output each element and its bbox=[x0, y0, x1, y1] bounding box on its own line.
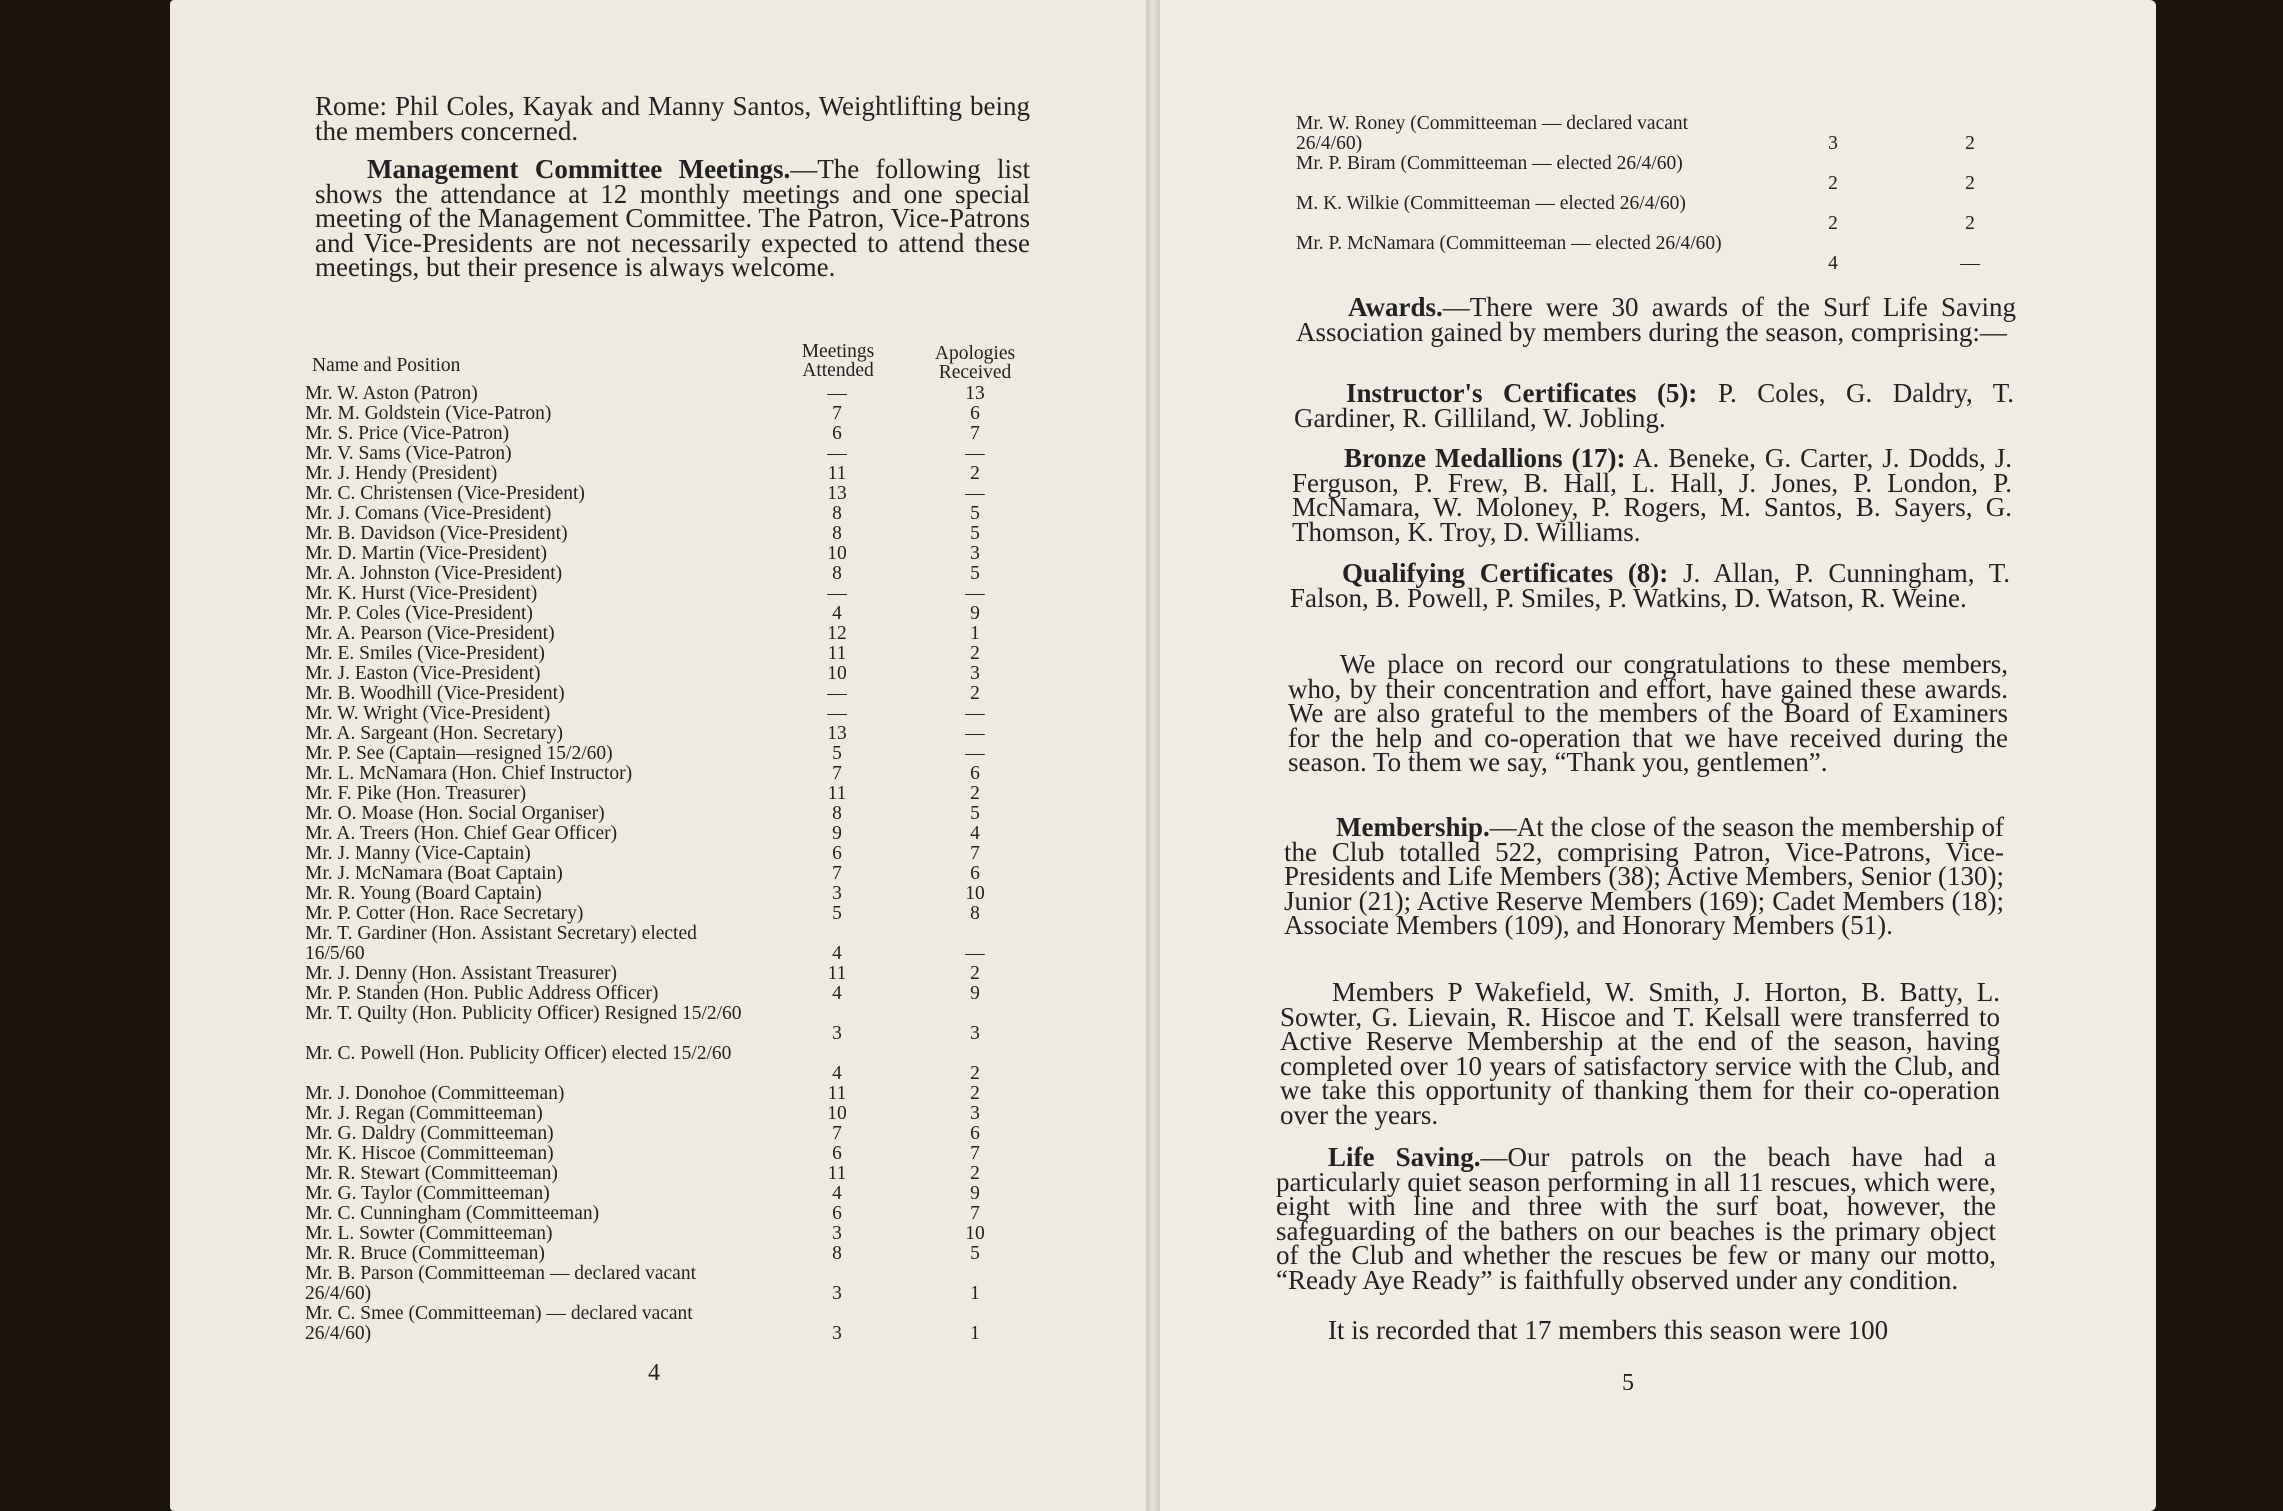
table-row-name: Mr. C. Cunningham (Committeeman) bbox=[305, 1203, 600, 1224]
apologies-received-cell: 5 bbox=[970, 503, 980, 524]
apologies-received-cell: 2 bbox=[1965, 133, 1975, 154]
apologies-received-cell: 4 bbox=[970, 823, 980, 844]
meetings-attended-cell: 8 bbox=[832, 803, 842, 824]
meetings-attended-cell: — bbox=[827, 383, 847, 404]
apologies-received-cell: 2 bbox=[970, 963, 980, 984]
apologies-received-cell: 9 bbox=[970, 983, 980, 1004]
table-row-name: Mr. A. Johnston (Vice-President) bbox=[305, 563, 563, 584]
meetings-attended-cell: 3 bbox=[832, 1323, 842, 1344]
meetings-attended-cell: 6 bbox=[832, 1203, 842, 1224]
col-header-name: Name and Position bbox=[312, 355, 461, 376]
transfer-paragraph: Members P Wakefield, W. Smith, J. Horton, B. Batty, L. Sowter, G. Lievain, R. Hiscoe and T. Kelsall were transferred to Active Reserve Membership at the end of the season, having completed over 10 years of satisfactory service with the Club, and we take this opportunity of thanking them for their co-operation over the years. bbox=[1280, 977, 2000, 1130]
instructor-heading: Instructor's Certificates (5): bbox=[1346, 378, 1698, 408]
meetings-attended-cell: 11 bbox=[827, 1083, 847, 1104]
table-row-name: Mr. S. Price (Vice-Patron) bbox=[305, 423, 510, 444]
meetings-attended-cell: 4 bbox=[832, 943, 842, 964]
apologies-received-cell: 7 bbox=[970, 843, 980, 864]
apologies-received-cell: 3 bbox=[970, 543, 980, 564]
life-saving-heading: Life Saving. bbox=[1328, 1142, 1481, 1172]
table-row-name: Mr. E. Smiles (Vice-President) bbox=[305, 643, 545, 664]
apologies-received-cell: 5 bbox=[970, 1243, 980, 1264]
instructor-text: P. Coles, G. Daldry, T. Gardiner, R. Gilliland, W. Jobling. bbox=[1294, 378, 2014, 433]
instructor-paragraph bbox=[1294, 378, 2014, 433]
apologies-received-cell: 2 bbox=[1965, 213, 1975, 234]
apologies-received-cell: — bbox=[965, 703, 985, 724]
table-row-name: Mr. F. Pike (Hon. Treasurer) bbox=[305, 783, 527, 804]
table-row-name: Mr. T. Quilty (Hon. Publicity Officer) Resigned 15/2/60 bbox=[305, 1003, 742, 1024]
meetings-attended-cell: 5 bbox=[832, 903, 842, 924]
meetings-attended-cell: 7 bbox=[832, 763, 842, 784]
meetings-attended-cell: 4 bbox=[1828, 253, 1838, 274]
meetings-attended-cell: — bbox=[827, 703, 847, 724]
col-header-meetings: Meetings Attended bbox=[801, 341, 875, 381]
table-row-name: Mr. J. Hendy (President) bbox=[305, 463, 498, 484]
awards-text: —There were 30 awards of the Surf Life Saving Association gained by members during the season, comprising:— bbox=[1296, 292, 2016, 347]
table-row-name: Mr. C. Powell (Hon. Publicity Officer) elected 15/2/60 bbox=[305, 1043, 732, 1064]
qualifying-heading: Qualifying Certificates (8): bbox=[1342, 558, 1669, 588]
meetings-attended-cell: 7 bbox=[832, 1123, 842, 1144]
table-row-name: Mr. G. Daldry (Committeeman) bbox=[305, 1123, 554, 1144]
apologies-received-cell: 6 bbox=[970, 403, 980, 424]
table-row-name: Mr. P. Biram (Committeeman — elected 26/4/60) bbox=[1296, 153, 1683, 174]
meetings-attended-cell: 3 bbox=[832, 883, 842, 904]
apologies-received-cell: 2 bbox=[970, 1163, 980, 1184]
meetings-attended-cell: 7 bbox=[832, 403, 842, 424]
meetings-attended-cell: 7 bbox=[832, 863, 842, 884]
meetings-attended-cell: — bbox=[827, 683, 847, 704]
meetings-attended-cell: 6 bbox=[832, 1143, 842, 1164]
meetings-attended-cell: 11 bbox=[827, 783, 847, 804]
apologies-received-cell: 1 bbox=[970, 1323, 980, 1344]
table-row-name: Mr. R. Young (Board Captain) bbox=[305, 883, 542, 904]
management-paragraph bbox=[315, 154, 1030, 282]
apologies-received-cell: 5 bbox=[970, 803, 980, 824]
meetings-attended-cell: 5 bbox=[832, 743, 842, 764]
apologies-received-cell: 3 bbox=[970, 1103, 980, 1124]
table-row-name: Mr. K. Hiscoe (Committeeman) bbox=[305, 1143, 554, 1164]
awards-heading: Awards. bbox=[1348, 292, 1443, 322]
table-row-name: M. K. Wilkie (Committeeman — elected 26/4/60) bbox=[1296, 193, 1686, 214]
apologies-received-cell: 9 bbox=[970, 603, 980, 624]
apologies-received-cell: 13 bbox=[965, 383, 985, 404]
table-row-name: Mr. R. Bruce (Committeeman) bbox=[305, 1243, 545, 1264]
apologies-received-cell: 7 bbox=[970, 1203, 980, 1224]
table-row-name: Mr. L. McNamara (Hon. Chief Instructor) bbox=[305, 763, 633, 784]
life-saving-paragraph bbox=[1276, 1142, 1996, 1295]
meetings-attended-cell: 6 bbox=[832, 423, 842, 444]
apologies-received-cell: 2 bbox=[970, 643, 980, 664]
meetings-attended-cell: 3 bbox=[1828, 133, 1838, 154]
table-row-name: Mr. B. Davidson (Vice-President) bbox=[305, 523, 568, 544]
apologies-received-cell: — bbox=[965, 943, 985, 964]
management-heading: Management Committee Meetings. bbox=[367, 154, 791, 184]
apologies-received-cell: 1 bbox=[970, 1283, 980, 1304]
table-row-name: Mr. L. Sowter (Committeeman) bbox=[305, 1223, 553, 1244]
table-row-name: Mr. P. McNamara (Committeeman — elected 26/4/60) bbox=[1296, 233, 1722, 254]
table-row-name: Mr. A. Pearson (Vice-President) bbox=[305, 623, 555, 644]
apologies-received-cell: — bbox=[965, 483, 985, 504]
apologies-received-cell: 10 bbox=[965, 883, 985, 904]
table-row-name: Mr. J. Manny (Vice-Captain) bbox=[305, 843, 531, 864]
meetings-attended-cell: — bbox=[827, 583, 847, 604]
page-number-left: 4 bbox=[648, 1360, 660, 1386]
apologies-received-cell: 1 bbox=[970, 623, 980, 644]
table-row-name: Mr. A. Sargeant (Hon. Secretary) bbox=[305, 723, 563, 744]
table-row-name: Mr. P. Cotter (Hon. Race Secretary) bbox=[305, 903, 584, 924]
meetings-attended-cell: 2 bbox=[1828, 173, 1838, 194]
table-row-name: Mr. J. McNamara (Boat Captain) bbox=[305, 863, 563, 884]
meetings-attended-cell: 4 bbox=[832, 983, 842, 1004]
qualifying-text: J. Allan, P. Cunningham, T. Falson, B. Powell, P. Smiles, P. Watkins, D. Watson, R. Weine. bbox=[1290, 558, 2010, 613]
table-row-name: Mr. O. Moase (Hon. Social Organiser) bbox=[305, 803, 605, 824]
meetings-attended-cell: 11 bbox=[827, 963, 847, 984]
apologies-received-cell: 2 bbox=[970, 783, 980, 804]
management-text: —The following list shows the attendance at 12 monthly meetings and one special meeting of the Management Committee. The Patron, Vice-Patrons and Vice-Presidents are not necessarily expected to attend these meetings, but their presence is always welcome. bbox=[315, 154, 1030, 282]
table-row-name: Mr. C. Christensen (Vice-President) bbox=[305, 483, 585, 504]
apologies-received-cell: 10 bbox=[965, 1223, 985, 1244]
bronze-heading: Bronze Medallions (17): bbox=[1344, 443, 1626, 473]
table-row-name: Mr. W. Roney (Committeeman — declared vacant 26/4/60) bbox=[1296, 113, 1689, 154]
apologies-received-cell: — bbox=[1960, 253, 1980, 274]
meetings-attended-cell: 4 bbox=[832, 1063, 842, 1084]
apologies-received-cell: 8 bbox=[970, 903, 980, 924]
meetings-attended-cell: 11 bbox=[827, 463, 847, 484]
table-row-name: Mr. B. Woodhill (Vice-President) bbox=[305, 683, 565, 704]
membership-heading: Membership. bbox=[1336, 812, 1490, 842]
table-row-name: Mr. G. Taylor (Committeeman) bbox=[305, 1183, 550, 1204]
meetings-attended-cell: 9 bbox=[832, 823, 842, 844]
table-row-name: Mr. D. Martin (Vice-President) bbox=[305, 543, 547, 564]
apologies-received-cell: 3 bbox=[970, 1023, 980, 1044]
meetings-attended-cell: 11 bbox=[827, 1163, 847, 1184]
meetings-attended-cell: 3 bbox=[832, 1023, 842, 1044]
awards-paragraph bbox=[1296, 292, 2016, 347]
meetings-attended-cell: 3 bbox=[832, 1223, 842, 1244]
meetings-attended-cell: 12 bbox=[827, 623, 847, 644]
table-row-name: Mr. M. Goldstein (Vice-Patron) bbox=[305, 403, 552, 424]
table-row-name: Mr. C. Smee (Committeeman) — declared vacant 26/4/60) bbox=[305, 1303, 693, 1344]
table-row-name: Mr. V. Sams (Vice-Patron) bbox=[305, 443, 512, 464]
apologies-received-cell: 6 bbox=[970, 1123, 980, 1144]
meetings-attended-cell: — bbox=[827, 443, 847, 464]
apologies-received-cell: 6 bbox=[970, 763, 980, 784]
col-header-apologies: Apologies Received bbox=[934, 343, 1016, 383]
congratulations-paragraph: We place on record our congratulations to these members, who, by their concentration and effort, have gained these awards. We are also grateful to the members of the Board of Examiners for the help and co-operation that we have received during the season. To them we say, “Thank you, gentlemen”. bbox=[1288, 649, 2008, 777]
table-row-name: Mr. J. Regan (Committeeman) bbox=[305, 1103, 543, 1124]
table-row-name: Mr. P. See (Captain—resigned 15/2/60) bbox=[305, 743, 613, 764]
meetings-attended-cell: 10 bbox=[827, 1103, 847, 1124]
apologies-received-cell: 5 bbox=[970, 523, 980, 544]
apologies-received-cell: 3 bbox=[970, 663, 980, 684]
life-saving-text: —Our patrols on the beach have had a particularly quiet season performing in all 11 rescues, which were, eight with line and three with the surf boat, however, the safeguarding of the bathers on our beaches is the primary object of the Club and whether the rescues be few or many our motto, “Ready Aye Ready” is faithfully observed under any condition. bbox=[1276, 1142, 1996, 1295]
meetings-attended-cell: 4 bbox=[832, 603, 842, 624]
table-row-name: Mr. T. Gardiner (Hon. Assistant Secretary) elected 16/5/60 bbox=[305, 923, 697, 964]
table-row-name: Mr. J. Comans (Vice-President) bbox=[305, 503, 552, 524]
apologies-received-cell: 7 bbox=[970, 1143, 980, 1164]
closing-line: It is recorded that 17 members this season were 100 bbox=[1328, 1315, 1889, 1345]
meetings-attended-cell: 8 bbox=[832, 563, 842, 584]
meetings-attended-cell: 2 bbox=[1828, 213, 1838, 234]
membership-text: —At the close of the season the membership of the Club totalled 522, comprising Patron, Vice-Patrons, Vice-Presidents and Life Members (38); Active Members, Senior (130); Junior (21); Active Reserve Members (169); Cadet Members (18); Associate Members (109), and Honorary Members (51). bbox=[1284, 812, 2004, 940]
table-row-name: Mr. J. Denny (Hon. Assistant Treasurer) bbox=[305, 963, 617, 984]
apologies-received-cell: — bbox=[965, 723, 985, 744]
table-row-name: Mr. A. Treers (Hon. Chief Gear Officer) bbox=[305, 823, 618, 844]
meetings-attended-cell: 8 bbox=[832, 1243, 842, 1264]
meetings-attended-cell: 10 bbox=[827, 543, 847, 564]
meetings-attended-cell: 6 bbox=[832, 843, 842, 864]
apologies-received-cell: 5 bbox=[970, 563, 980, 584]
table-row-name: Mr. W. Aston (Patron) bbox=[305, 383, 478, 404]
meetings-attended-cell: 10 bbox=[827, 663, 847, 684]
apologies-received-cell: 7 bbox=[970, 423, 980, 444]
table-row-name: Mr. J. Easton (Vice-President) bbox=[305, 663, 541, 684]
bronze-paragraph bbox=[1292, 443, 2012, 547]
table-row-name: Mr. P. Coles (Vice-President) bbox=[305, 603, 533, 624]
meetings-attended-cell: 8 bbox=[832, 503, 842, 524]
meetings-attended-cell: 11 bbox=[827, 643, 847, 664]
meetings-attended-cell: 8 bbox=[832, 523, 842, 544]
qualifying-paragraph bbox=[1290, 558, 2010, 613]
intro-paragraph: Rome: Phil Coles, Kayak and Manny Santos, Weightlifting being the members concerned. bbox=[315, 91, 1030, 146]
apologies-received-cell: 2 bbox=[970, 1063, 980, 1084]
apologies-received-cell: 9 bbox=[970, 1183, 980, 1204]
meetings-attended-cell: 13 bbox=[827, 483, 847, 504]
table-row-name: Mr. K. Hurst (Vice-President) bbox=[305, 583, 538, 604]
apologies-received-cell: 2 bbox=[970, 463, 980, 484]
table-row-name: Mr. B. Parson (Committeeman — declared vacant 26/4/60) bbox=[305, 1263, 696, 1304]
apologies-received-cell: — bbox=[965, 743, 985, 764]
table-row-name: Mr. W. Wright (Vice-President) bbox=[305, 703, 551, 724]
apologies-received-cell: — bbox=[965, 583, 985, 604]
apologies-received-cell: 2 bbox=[1965, 173, 1975, 194]
apologies-received-cell: 6 bbox=[970, 863, 980, 884]
meetings-attended-cell: 3 bbox=[832, 1283, 842, 1304]
membership-paragraph bbox=[1284, 812, 2004, 940]
apologies-received-cell: — bbox=[965, 443, 985, 464]
bronze-text: A. Beneke, G. Carter, J. Dodds, J. Ferguson, P. Frew, B. Hall, L. Hall, J. Jones, P. London, P. McNamara, W. Moloney, P. Rogers, M. Santos, B. Sayers, G. Thomson, K. Troy, D. Williams. bbox=[1292, 443, 2012, 547]
meetings-attended-cell: 4 bbox=[832, 1183, 842, 1204]
table-row-name: Mr. J. Donohoe (Committeeman) bbox=[305, 1083, 565, 1104]
book-gutter bbox=[1146, 0, 1160, 1511]
meetings-attended-cell: 13 bbox=[827, 723, 847, 744]
table-row-name: Mr. R. Stewart (Committeeman) bbox=[305, 1163, 558, 1184]
apologies-received-cell: 2 bbox=[970, 683, 980, 704]
apologies-received-cell: 2 bbox=[970, 1083, 980, 1104]
page-number-right: 5 bbox=[1622, 1370, 1634, 1396]
table-row-name: Mr. P. Standen (Hon. Public Address Officer) bbox=[305, 983, 659, 1004]
